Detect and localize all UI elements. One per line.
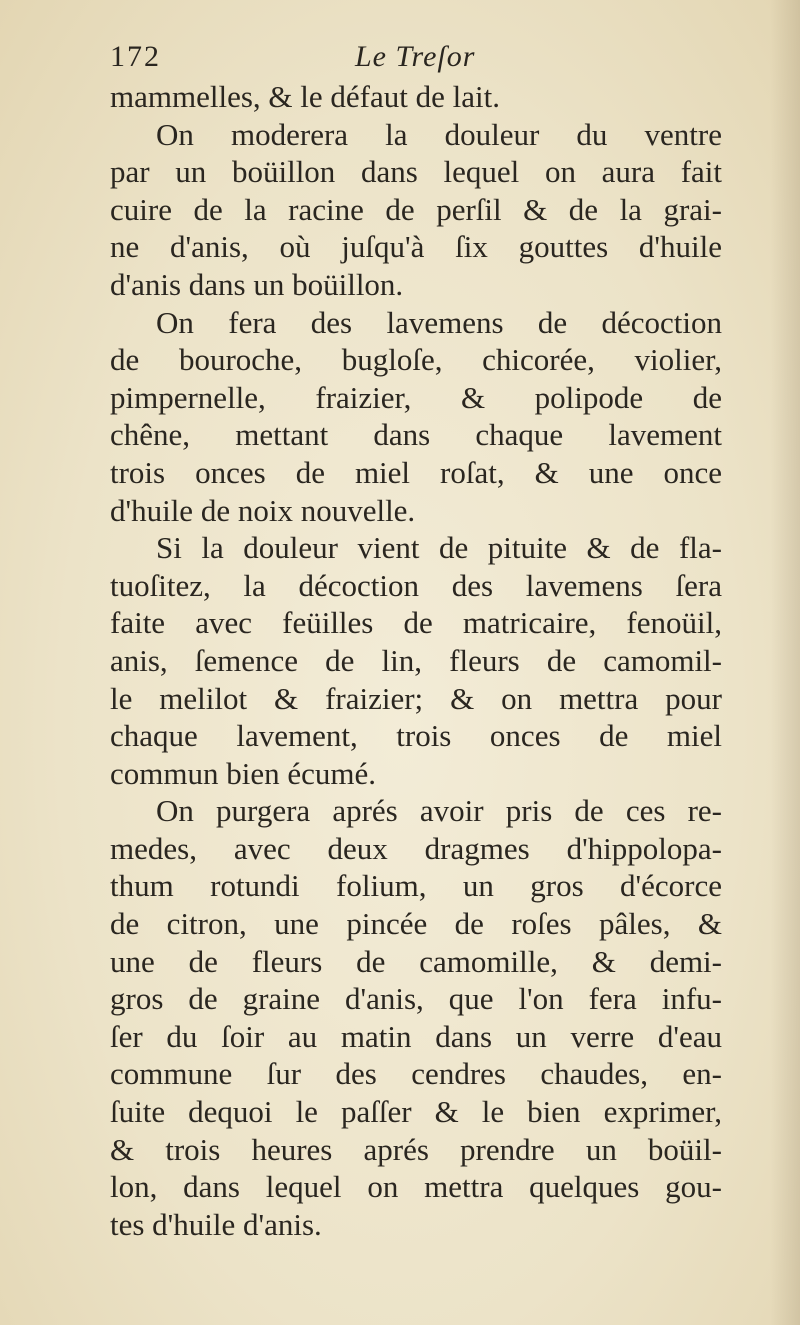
text-line: par un boüillon dans lequel on aura fait xyxy=(110,154,722,190)
paragraph-first-line: On fera des lavemens de décoction xyxy=(156,304,722,340)
text-line: d'anis dans un boüillon. xyxy=(110,266,404,302)
text-line: commun bien écumé. xyxy=(110,755,376,791)
text-line: de citron, une pincée de roſes pâles, & xyxy=(110,906,722,942)
page-number: 172 xyxy=(110,40,161,73)
page-header xyxy=(110,40,730,80)
text-line: medes, avec deux dragmes d'hippolopa- xyxy=(110,830,722,866)
text-line: pimpernelle, fraizier, & polipode de xyxy=(110,379,722,415)
body-text xyxy=(110,78,722,1243)
text-line: chaque lavement, trois onces de miel xyxy=(110,718,722,754)
page-edge-shadow xyxy=(770,0,800,1325)
text-line: anis, ſemence de lin, fleurs de camomil- xyxy=(110,642,722,678)
text-line: gros de graine d'anis, que l'on fera infu- xyxy=(110,981,722,1017)
paragraph-first-line: On moderera la douleur du ventre xyxy=(156,116,722,152)
text-line: le melilot & fraizier; & on mettra pour xyxy=(110,680,722,716)
text-line: mammelles, & le défaut de lait. xyxy=(110,79,500,114)
text-line: d'huile de noix nouvelle. xyxy=(110,492,416,528)
text-line: & trois heures aprés prendre un boüil- xyxy=(110,1131,722,1167)
text-line: une de fleurs de camomille, & demi- xyxy=(110,943,722,979)
text-line: ſer du ſoir au matin dans un verre d'eau xyxy=(110,1018,722,1054)
text-line: thum rotundi folium, un gros d'écorce xyxy=(110,868,722,904)
text-line: trois onces de miel roſat, & une once xyxy=(110,454,722,490)
text-line: commune ſur des cendres chaudes, en- xyxy=(110,1056,722,1092)
text-line: cuire de la racine de perſil & de la grai- xyxy=(110,191,722,227)
text-line: ne d'anis, où juſqu'à ſix gouttes d'huile xyxy=(110,229,722,265)
text-line: ſuite dequoi le paſſer & le bien exprimer, xyxy=(110,1094,722,1130)
text-line: tes d'huile d'anis. xyxy=(110,1206,322,1242)
text-line: faite avec feüilles de matricaire, fenoüil, xyxy=(110,605,722,641)
text-line: de bouroche, bugloſe, chicorée, violier, xyxy=(110,342,722,378)
text-line: lon, dans lequel on mettra quelques gou- xyxy=(110,1169,722,1205)
running-title: Le Treſor xyxy=(355,40,476,73)
text-line: tuoſitez, la décoction des lavemens ſera xyxy=(110,567,722,603)
text-line: chêne, mettant dans chaque lavement xyxy=(110,417,722,453)
paragraph-first-line: On purgera aprés avoir pris de ces re- xyxy=(156,793,722,829)
paragraph-first-line: Si la douleur vient de pituite & de fla- xyxy=(156,530,722,566)
